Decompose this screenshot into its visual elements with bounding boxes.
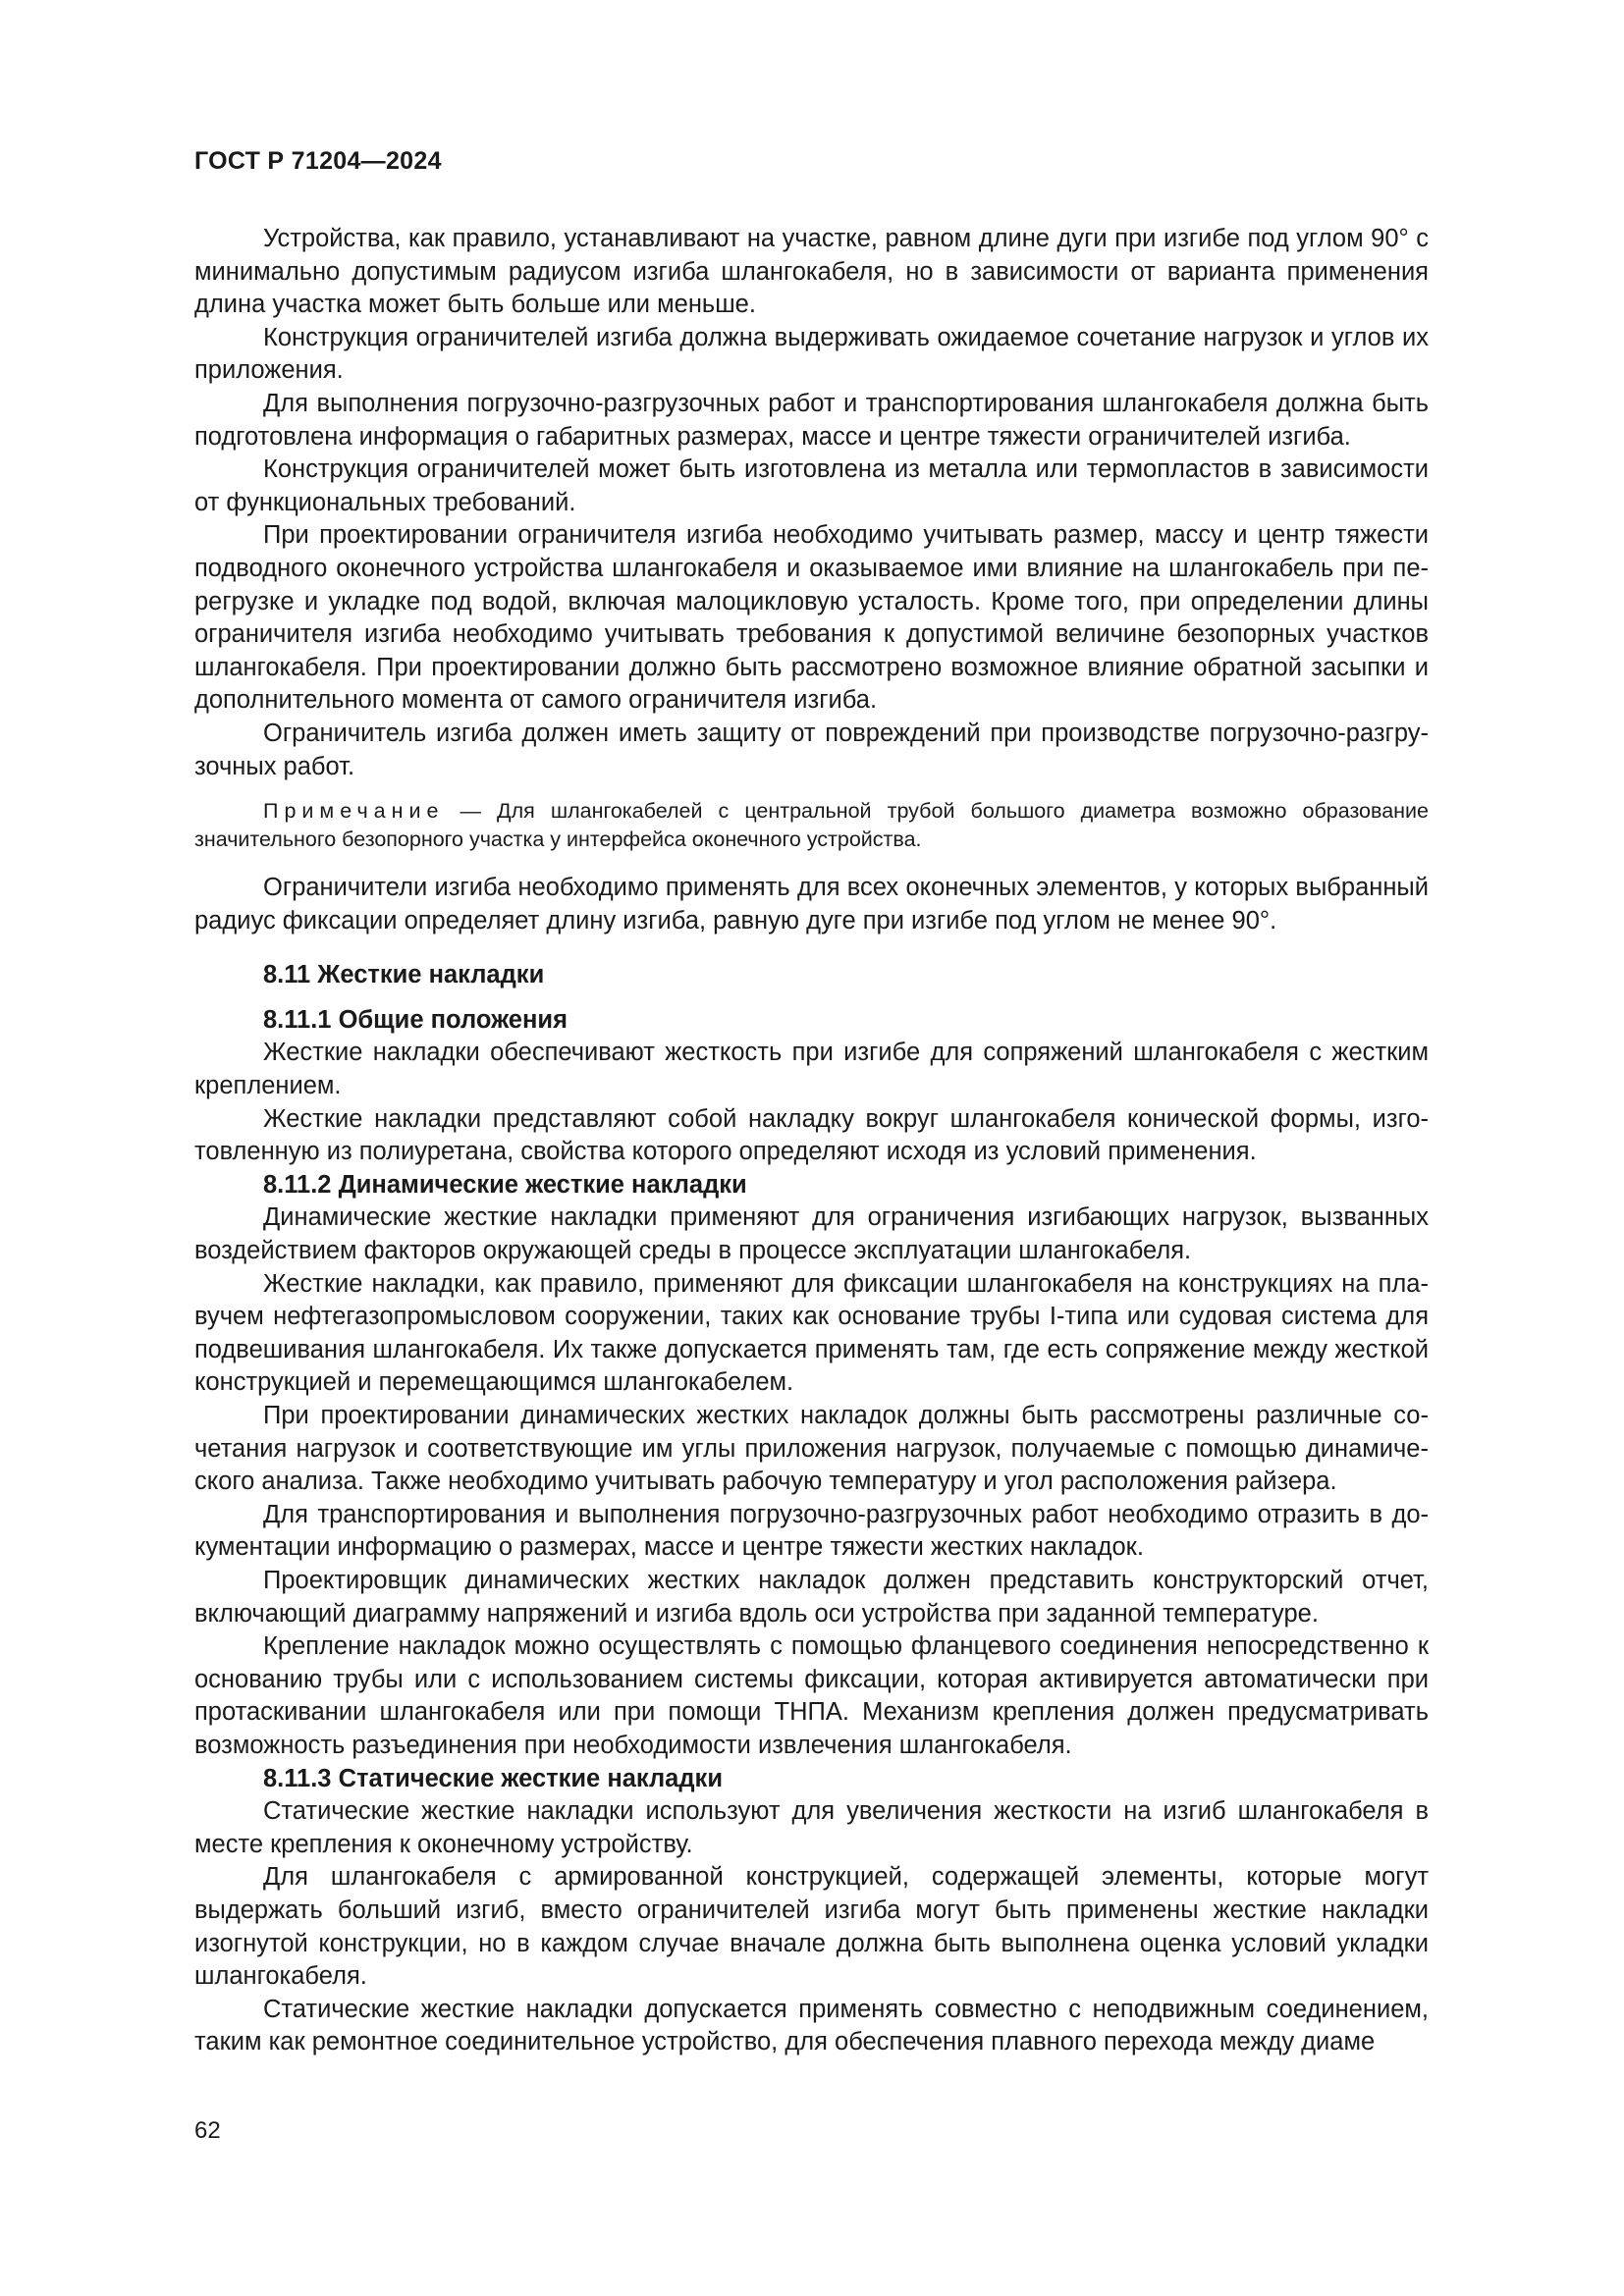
paragraph: Для выполнения погрузочно-разгрузочных работ и транспортирования шлангокабеля должна быть подготовлена информация о габаритных размерах, массе и центре тяжести ограничителей изгиба. bbox=[194, 389, 1429, 451]
paragraph: Проектировщик динамических жестких накладок должен представить конструкторский отчет, включающий диаграмму напряжений и изгиба вдоль оси устройства при заданной температуре. bbox=[194, 1566, 1429, 1628]
paragraph: Статические жесткие накладки допускается применять совместно с неподвижным соединением, таким как ремонтное соединительное устройство, для обеспечения плавного перехода между диаме bbox=[194, 1995, 1429, 2056]
document-header: ГОСТ Р 71204—2024 bbox=[194, 147, 442, 175]
note-label: Примечание bbox=[263, 799, 445, 824]
section-heading-8-11: 8.11 Жесткие накладки bbox=[263, 961, 545, 989]
paragraph: Конструкция ограничителей изгиба должна выдерживать ожидаемое сочетание нагрузок и углов их приложения. bbox=[194, 323, 1429, 385]
paragraph: Для шлангокабеля с армированной конструкцией, содержащей элементы, которые могут выдержать больший изгиб, вместо ограничителей изгиба могут быть применены жесткие накладки изогнутой конструкции, но в каждом случае вначале должна быть выполнена оценка условий укладки шлангокабеля. bbox=[194, 1863, 1429, 1991]
paragraph: Жесткие накладки обеспечивают жесткость при изгибе для сопряжений шлангокабеля с жестким креплением. bbox=[194, 1039, 1429, 1100]
paragraph: Жесткие накладки, как правило, применяют для фиксации шлангокабеля на конструкциях на плавучем нефтегазопромысловом сооружении, таких как основание трубы I-типа или судовая система для подвешивания шлангокабеля. Их также допускается применять там, где есть сопряжение между жесткой конструкцией и перемещающимся шлангокабелем. bbox=[194, 1269, 1429, 1397]
paragraph: При проектировании динамических жестких накладок должны быть рассмотрены различные сочетания нагрузок и соответствующие им углы приложения нагрузок, получаемые с помощью динамического анализа. Также необходимо учитывать рабочую температуру и угол расположения райзера. bbox=[194, 1402, 1429, 1496]
page-number: 62 bbox=[194, 2117, 221, 2144]
subsection-heading-8-11-3: 8.11.3 Статические жесткие накладки bbox=[263, 1764, 723, 1792]
paragraph: Крепление накладок можно осуществлять с помощью фланцевого соединения непосредственно к основанию трубы или с использованием системы фиксации, которая активируется автоматически при протаскивании шлангокабеля или при помощи ТНПА. Механизм крепления должен предусматривать возможность разъединения при необходимости извлечения шлангокабеля. bbox=[194, 1632, 1429, 1759]
subsection-heading-8-11-2: 8.11.2 Динамические жесткие накладки bbox=[263, 1170, 747, 1199]
paragraph: Для транспортирования и выполнения погрузочно-разгрузочных работ необходимо отразить в документации информацию о размерах, массе и центре тяжести жестких накладок. bbox=[194, 1500, 1429, 1562]
paragraph: Динамические жесткие накладки применяют для ограничения изгибающих нагрузок, вызванных воздействием факторов окружающей среды в процессе эксплуатации шлангокабеля. bbox=[194, 1203, 1429, 1265]
paragraph: Устройства, как правило, устанавливают на участке, равном длине дуги при изгибе под углом 90° с минимально допустимым радиусом изгиба шлангокабеля, но в зависимости от варианта применения длина участка может быть больше или меньше. bbox=[194, 225, 1429, 319]
note-text: — Для шлангокабелей с центральной трубой большого диаметра возможно образование значительного безопорного участка у интерфейса оконечного устройства. bbox=[194, 799, 1429, 852]
subsection-heading-8-11-1: 8.11.1 Общие положения bbox=[263, 1005, 568, 1034]
document-body bbox=[194, 223, 1429, 2059]
paragraph: Ограничители изгиба необходимо применять для всех оконечных элементов, у которых выбранный радиус фиксации определяет длину изгиба, равную дуге при изгибе под углом не менее 90°. bbox=[194, 874, 1429, 934]
paragraph: Статические жесткие накладки используют для увеличения жесткости на изгиб шлангокабеля в месте крепления к оконечному устройству. bbox=[194, 1797, 1429, 1858]
paragraph: Ограничитель изгиба должен иметь защиту от повреждений при производстве погрузочно-разгрузочных работ. bbox=[194, 719, 1429, 780]
paragraph: Жесткие накладки представляют собой накладку вокруг шлангокабеля конической формы, изготовленную из полиуретана, свойства которого определяют исходя из условий применения. bbox=[194, 1104, 1429, 1166]
paragraph: При проектировании ограничителя изгиба необходимо учитывать размер, массу и центр тяжести подводного оконечного устройства шлангокабеля и оказываемое ими влияние на шлангокабель при перегрузке и укладке под водой, включая малоцикловую усталость. Кроме того, при определении длины ограничителя изгиба необходимо учитывать требования к допустимой величине безопорных участков шлангокабеля. При проектировании должно быть рассмотрено возможное влияние обратной засыпки и дополнительного момента от самого ограничителя изгиба. bbox=[194, 521, 1429, 715]
note bbox=[194, 797, 1429, 854]
paragraph: Конструкция ограничителей может быть изготовлена из металла или термопластов в зависимости от функциональных требований. bbox=[194, 455, 1429, 516]
